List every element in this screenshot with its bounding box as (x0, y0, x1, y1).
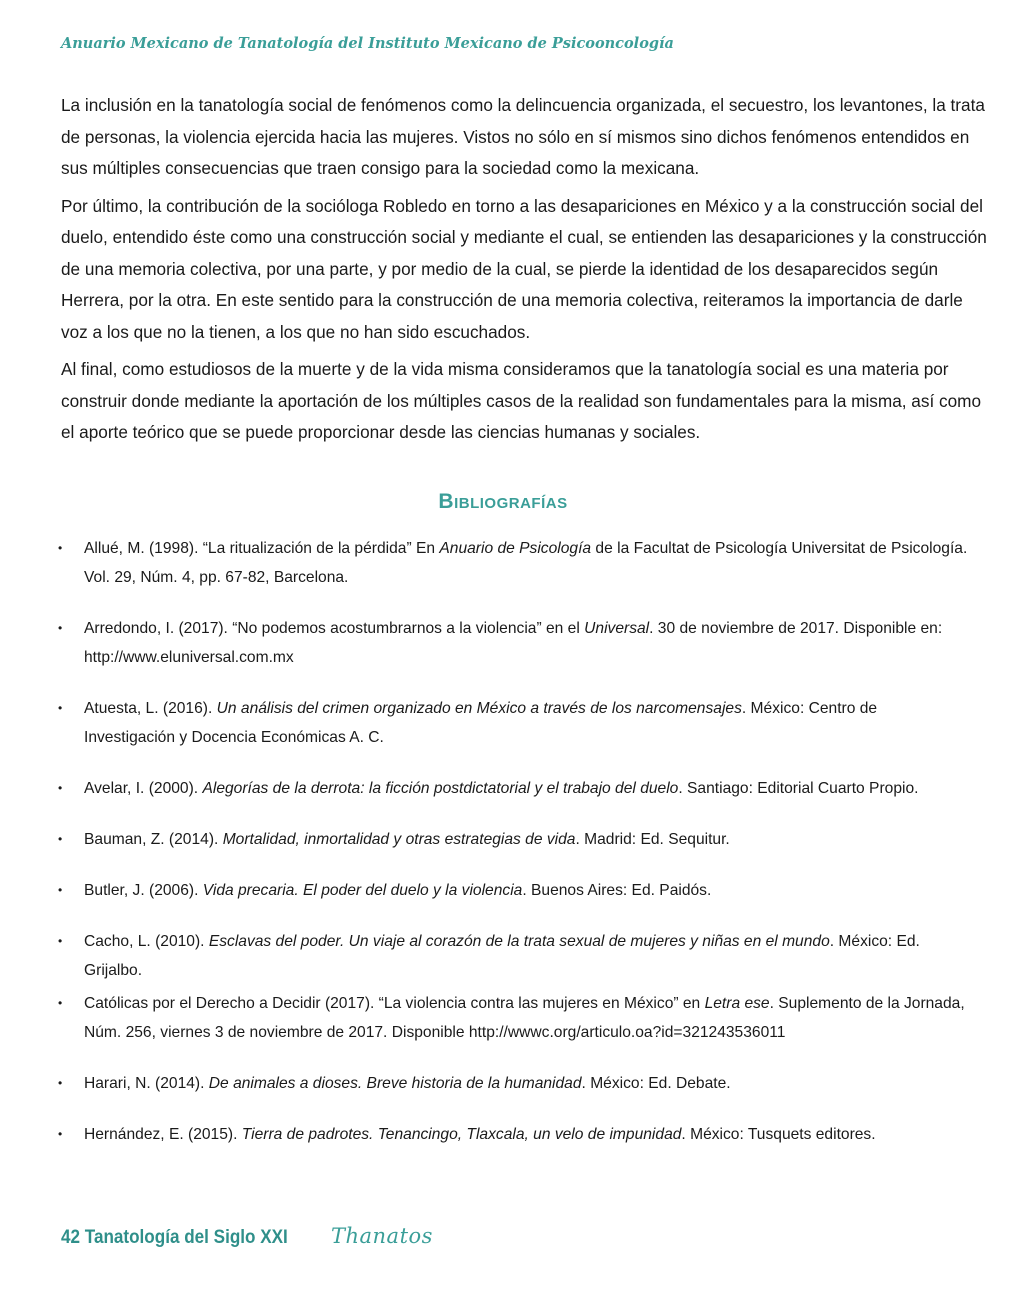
bullet-icon: • (58, 621, 63, 635)
bullet-icon: • (58, 832, 63, 846)
bullet-icon: • (58, 996, 63, 1010)
bibliography-entry: • Católicas por el Derecho a Decidir (2017). “La violencia contra las mujeres en México” en Letra ese. Suplemento de la Jornada, Núm. 256, viernes 3 de noviembre de 2017. Disponible http://wwwc.org/articulo.oa?id=321243536011 (55, 989, 970, 1047)
bibliography-entry: • Harari, N. (2014). De animales a dioses. Breve historia de la humanidad. México: Ed. Debate. (55, 1069, 970, 1098)
bullet-icon: • (58, 541, 63, 555)
bullet-icon: • (58, 1076, 63, 1090)
bibliography-entry: • Arredondo, I. (2017). “No podemos acostumbrarnos a la violencia” en el Universal. 30 de noviembre de 2017. Disponible en: http://www.eluniversal.com.mx (55, 614, 970, 672)
bibliography-entry: • Butler, J. (2006). Vida precaria. El poder del duelo y la violencia. Buenos Aires: Ed. Paidós. (55, 876, 970, 905)
page-number-label: 42 Tanatología del Siglo XXI (61, 1227, 288, 1248)
page-footer (61, 1224, 433, 1249)
bibliography-entry: • Hernández, E. (2015). Tierra de padrotes. Tenancingo, Tlaxcala, un velo de impunidad. México: Tusquets editores. (55, 1120, 970, 1149)
bibliography-entry: • Atuesta, L. (2016). Un análisis del crimen organizado en México a través de los narcomensajes. México: Centro de Investigación y Docencia Económicas A. C. (55, 694, 970, 752)
bullet-icon: • (58, 934, 63, 948)
bullet-icon: • (58, 781, 63, 795)
thanatos-logo: Thanatos (330, 1224, 433, 1248)
bullet-icon: • (58, 701, 63, 715)
bibliography-title: Bibliografías (438, 490, 568, 513)
bibliography-entry: • Avelar, I. (2000). Alegorías de la derrota: la ficción postdictatorial y el trabajo del duelo. Santiago: Editorial Cuarto Propio. (55, 774, 970, 803)
bullet-icon: • (58, 1127, 63, 1141)
bullet-icon: • (58, 883, 63, 897)
running-header: Anuario Mexicano de Tanatología del Instituto Mexicano de Psicooncología (61, 35, 674, 52)
paragraph: La inclusión en la tanatología social de fenómenos como la delincuencia organizada, el secuestro, los levantones, la trata de personas, la violencia ejercida hacia las mujeres. Vistos no sólo en sí mismos sino dichos fenómenos entendidos en sus múltiples consecuencias que traen consigo para la sociedad como la mexicana. (61, 95, 985, 178)
bibliography-entry: • Allué, M. (1998). “La ritualización de la pérdida” En Anuario de Psicología de la Facultat de Psicología Universitat de Psicología. Vol. 29, Núm. 4, pp. 67-82, Barcelona. (55, 534, 970, 592)
bibliography-entry: • Bauman, Z. (2014). Mortalidad, inmortalidad y otras estrategias de vida. Madrid: Ed. Sequitur. (55, 825, 970, 854)
paragraph: Al final, como estudiosos de la muerte y de la vida misma consideramos que la tanatología social es una materia por construir donde mediante la aportación de los múltiples casos de la realidad son fundamentales para la misma, así como el aporte teórico que se puede proporcionar desde las ciencias humanas y sociales. (61, 359, 982, 442)
bibliography-list (55, 534, 970, 1149)
body-text (61, 90, 989, 455)
paragraph: Por último, la contribución de la socióloga Robledo en torno a las desapariciones en México y a la construcción social del duelo, entendido éste como una construcción social y mediante el cual, se entienden las desapariciones y la construcción de una memoria colectiva, por una parte, y por medio de la cual, se pierde la identidad de los desaparecidos según Herrera, por la otra. En este sentido para la construcción de una memoria colectiva, reiteramos la importancia de darle voz a los que no la tienen, a los que no han sido escuchados. (61, 195, 987, 342)
bibliography-entry: • Cacho, L. (2010). Esclavas del poder. Un viaje al corazón de la trata sexual de mujeres y niñas en el mundo. México: Ed. Grijalbo. (55, 927, 970, 985)
